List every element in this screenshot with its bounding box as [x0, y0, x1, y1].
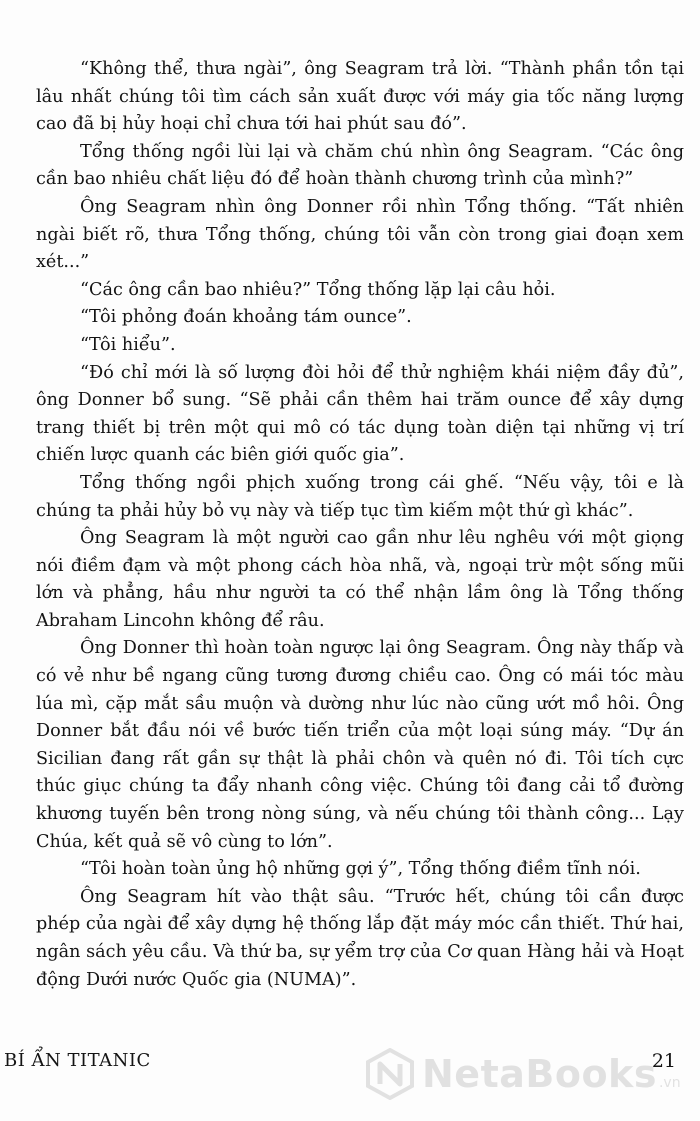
paragraph: “Các ông cần bao nhiêu?” Tổng thống lặp lại câu hỏi.	[80, 279, 556, 300]
paragraph: Ông Seagram hít vào thật sâu. “Trước hết, chúng tôi cần được phép của ngài để xây dựng hệ thống lắp đặt máy móc cần thiết. Thứ hai, ngân sách yêu cầu. Và thứ ba, sự yểm trợ của Cơ quan Hàng hải và Hoạt động Dưới nước Quốc gia (NUMA)”.	[36, 886, 684, 990]
paragraph: “Tôi hoàn toàn ủng hộ những gợi ý”, Tổng thống điềm tĩnh nói.	[80, 859, 641, 880]
running-title: BÍ ẨN TITANIC	[4, 1050, 151, 1071]
paragraph: “Không thể, thưa ngài”, ông Seagram trả lời. “Thành phần tồn tại lâu nhất chúng tôi tìm cách sản xuất được với máy gia tốc năng lượng cao đã bị hủy hoại chỉ chưa tới hai phút sau đó”.	[36, 59, 684, 135]
body-text	[36, 56, 684, 994]
paragraph: Ông Seagram là một người cao gần như lêu nghêu với một giọng nói điềm đạm và một phong cách hòa nhã, và, ngoại trừ một sống mũi lớn và phẳng, hầu như người ta có thể nhận lầm ông là Tổng thống Abraham Lincohn không để râu.	[36, 528, 684, 631]
watermark-brand: NetaBooks	[422, 1052, 657, 1096]
paragraph: Tổng thống ngồi lùi lại và chăm chú nhìn ông Seagram. “Các ông cần bao nhiêu chất liệu đó để hoàn thành chương trình của mình?”	[36, 141, 684, 190]
paragraph: “Tôi hiểu”.	[80, 334, 176, 355]
watermark-suffix: .vn	[658, 1075, 681, 1091]
netabooks-logo-icon	[364, 1048, 416, 1100]
page-number: 21	[651, 1050, 676, 1072]
paragraph: Tổng thống ngồi phịch xuống trong cái ghế. “Nếu vậy, tôi e là chúng ta phải hủy bỏ vụ này và tiếp tục tìm kiếm một thứ gì khác”.	[36, 472, 684, 521]
watermark	[364, 1048, 694, 1100]
paragraph: “Tôi phỏng đoán khoảng tám ounce”.	[80, 307, 412, 328]
paragraph: Ông Seagram nhìn ông Donner rồi nhìn Tổng thống. “Tất nhiên ngài biết rõ, thưa Tổng thống, chúng tôi vẫn còn trong giai đoạn xem xét...”	[36, 196, 684, 273]
paragraph: “Đó chỉ mới là số lượng đòi hỏi để thử nghiệm khái niệm đầy đủ”, ông Donner bổ sung. “Sẽ phải cần thêm hai trăm ounce để xây dựng trang thiết bị trên một qui mô có tác dụng toàn diện tại những vị trí chiến lược quanh các biên giới quốc gia”.	[36, 362, 684, 466]
paragraph: Ông Donner thì hoàn toàn ngược lại ông Seagram. Ông này thấp và có vẻ như bề ngang cũng tương đương chiều cao. Ông có mái tóc màu lúa mì, cặp mắt sầu muộn và dường như lúc nào cũng ướt mồ hôi. Ông Donner bắt đầu nói về bước tiến triển của một loại súng máy. “Dự án Sicilian đang rất gần sự thật là phải chôn và quên nó đi. Tôi tích cực thúc giục chúng ta đẩy nhanh công việc. Chúng tôi đang cải tổ đường khương tuyến bên trong nòng súng, và nếu chúng tôi thành công... Lạy Chúa, kết quả sẽ vô cùng to lớn”.	[36, 638, 684, 852]
